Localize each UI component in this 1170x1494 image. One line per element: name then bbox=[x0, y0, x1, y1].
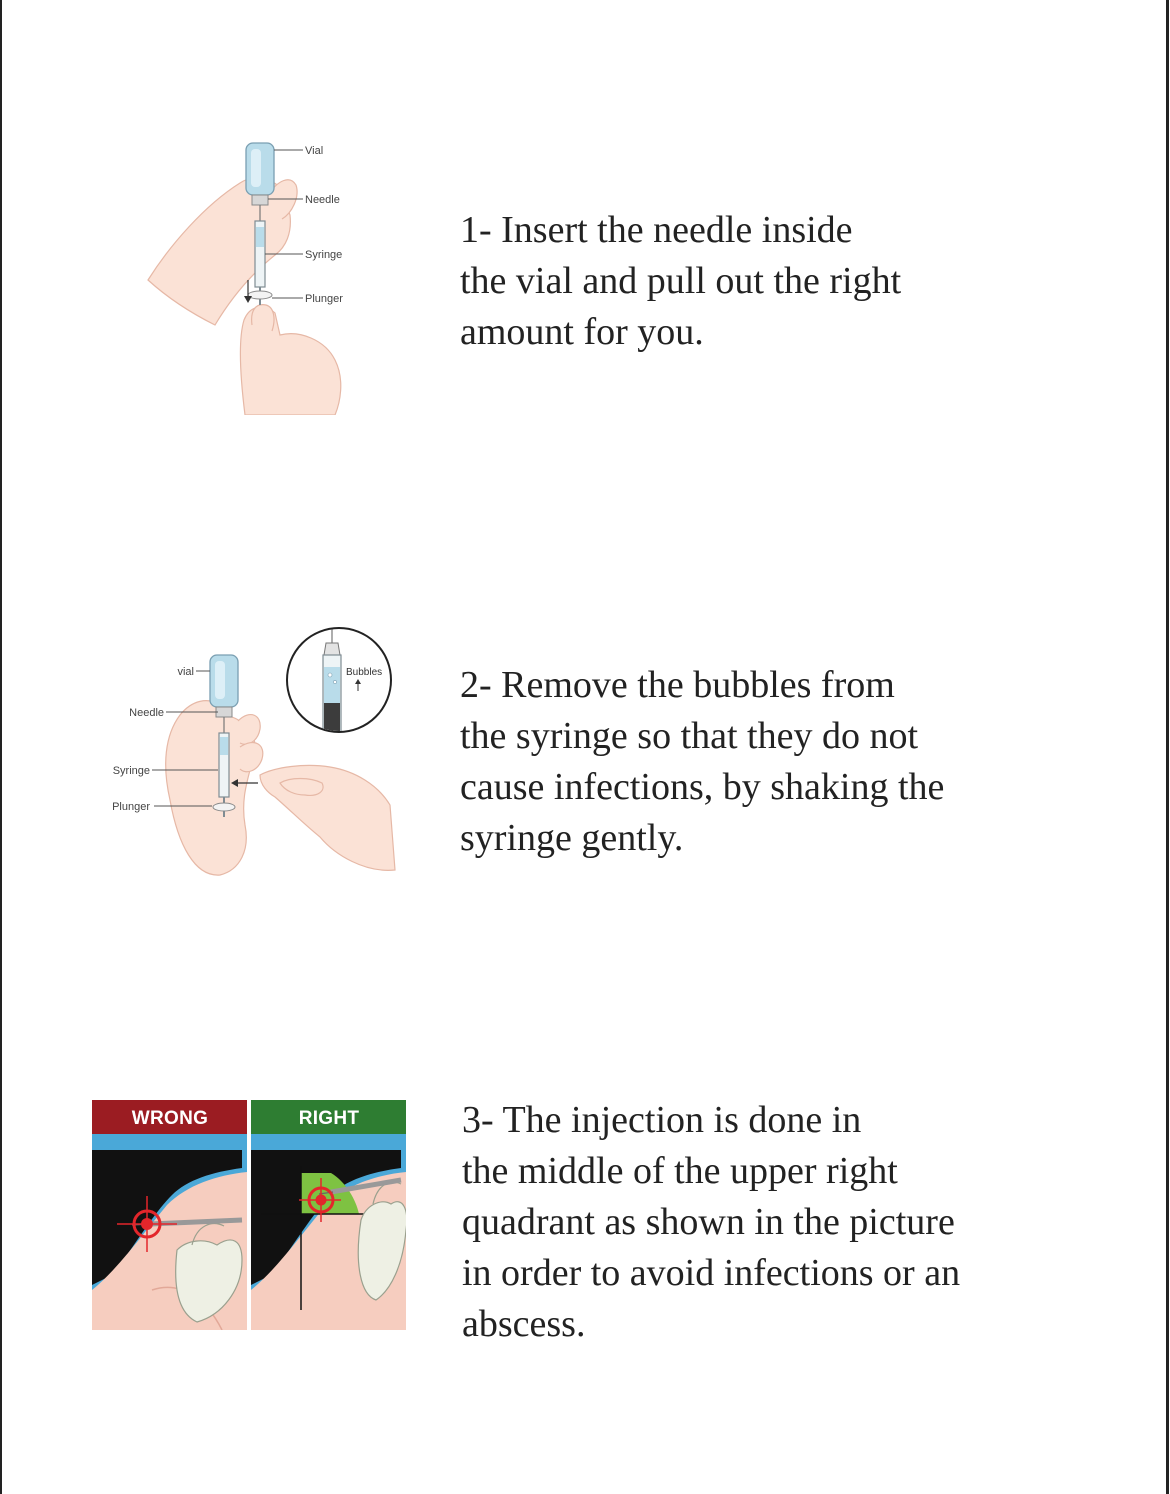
step1-illustration bbox=[140, 135, 370, 415]
right-label: RIGHT bbox=[298, 1108, 360, 1129]
syringe-label: Syringe bbox=[305, 249, 343, 261]
page-border-left bbox=[0, 0, 2, 1494]
needle-label: Needle bbox=[305, 194, 340, 206]
bubbles-label: Bubbles bbox=[346, 667, 383, 678]
step2-illustration bbox=[100, 625, 400, 885]
vial-label-2: vial bbox=[177, 666, 194, 678]
wrong-panel bbox=[92, 1100, 247, 1330]
syringe-label-2: Syringe bbox=[112, 765, 150, 777]
vial-label: Vial bbox=[305, 145, 324, 157]
right-panel bbox=[251, 1100, 406, 1330]
plunger-label-2: Plunger bbox=[112, 801, 150, 813]
plunger-label: Plunger bbox=[305, 293, 343, 305]
wrong-label: WRONG bbox=[131, 1108, 209, 1129]
page-border-right bbox=[1166, 0, 1169, 1494]
step2-instruction: 2- Remove the bubbles from the syringe so that they do not cause infections, by shaking the syringe gently. bbox=[460, 664, 945, 859]
needle-label-2: Needle bbox=[129, 707, 164, 719]
step3-illustration bbox=[92, 1100, 406, 1330]
step3-instruction: 3- The injection is done in the middle of the upper right quadrant as shown in the picture in order to avoid infections or an abscess. bbox=[462, 1099, 961, 1345]
step1-instruction: 1- Insert the needle inside the vial and pull out the right amount for you. bbox=[460, 209, 902, 353]
